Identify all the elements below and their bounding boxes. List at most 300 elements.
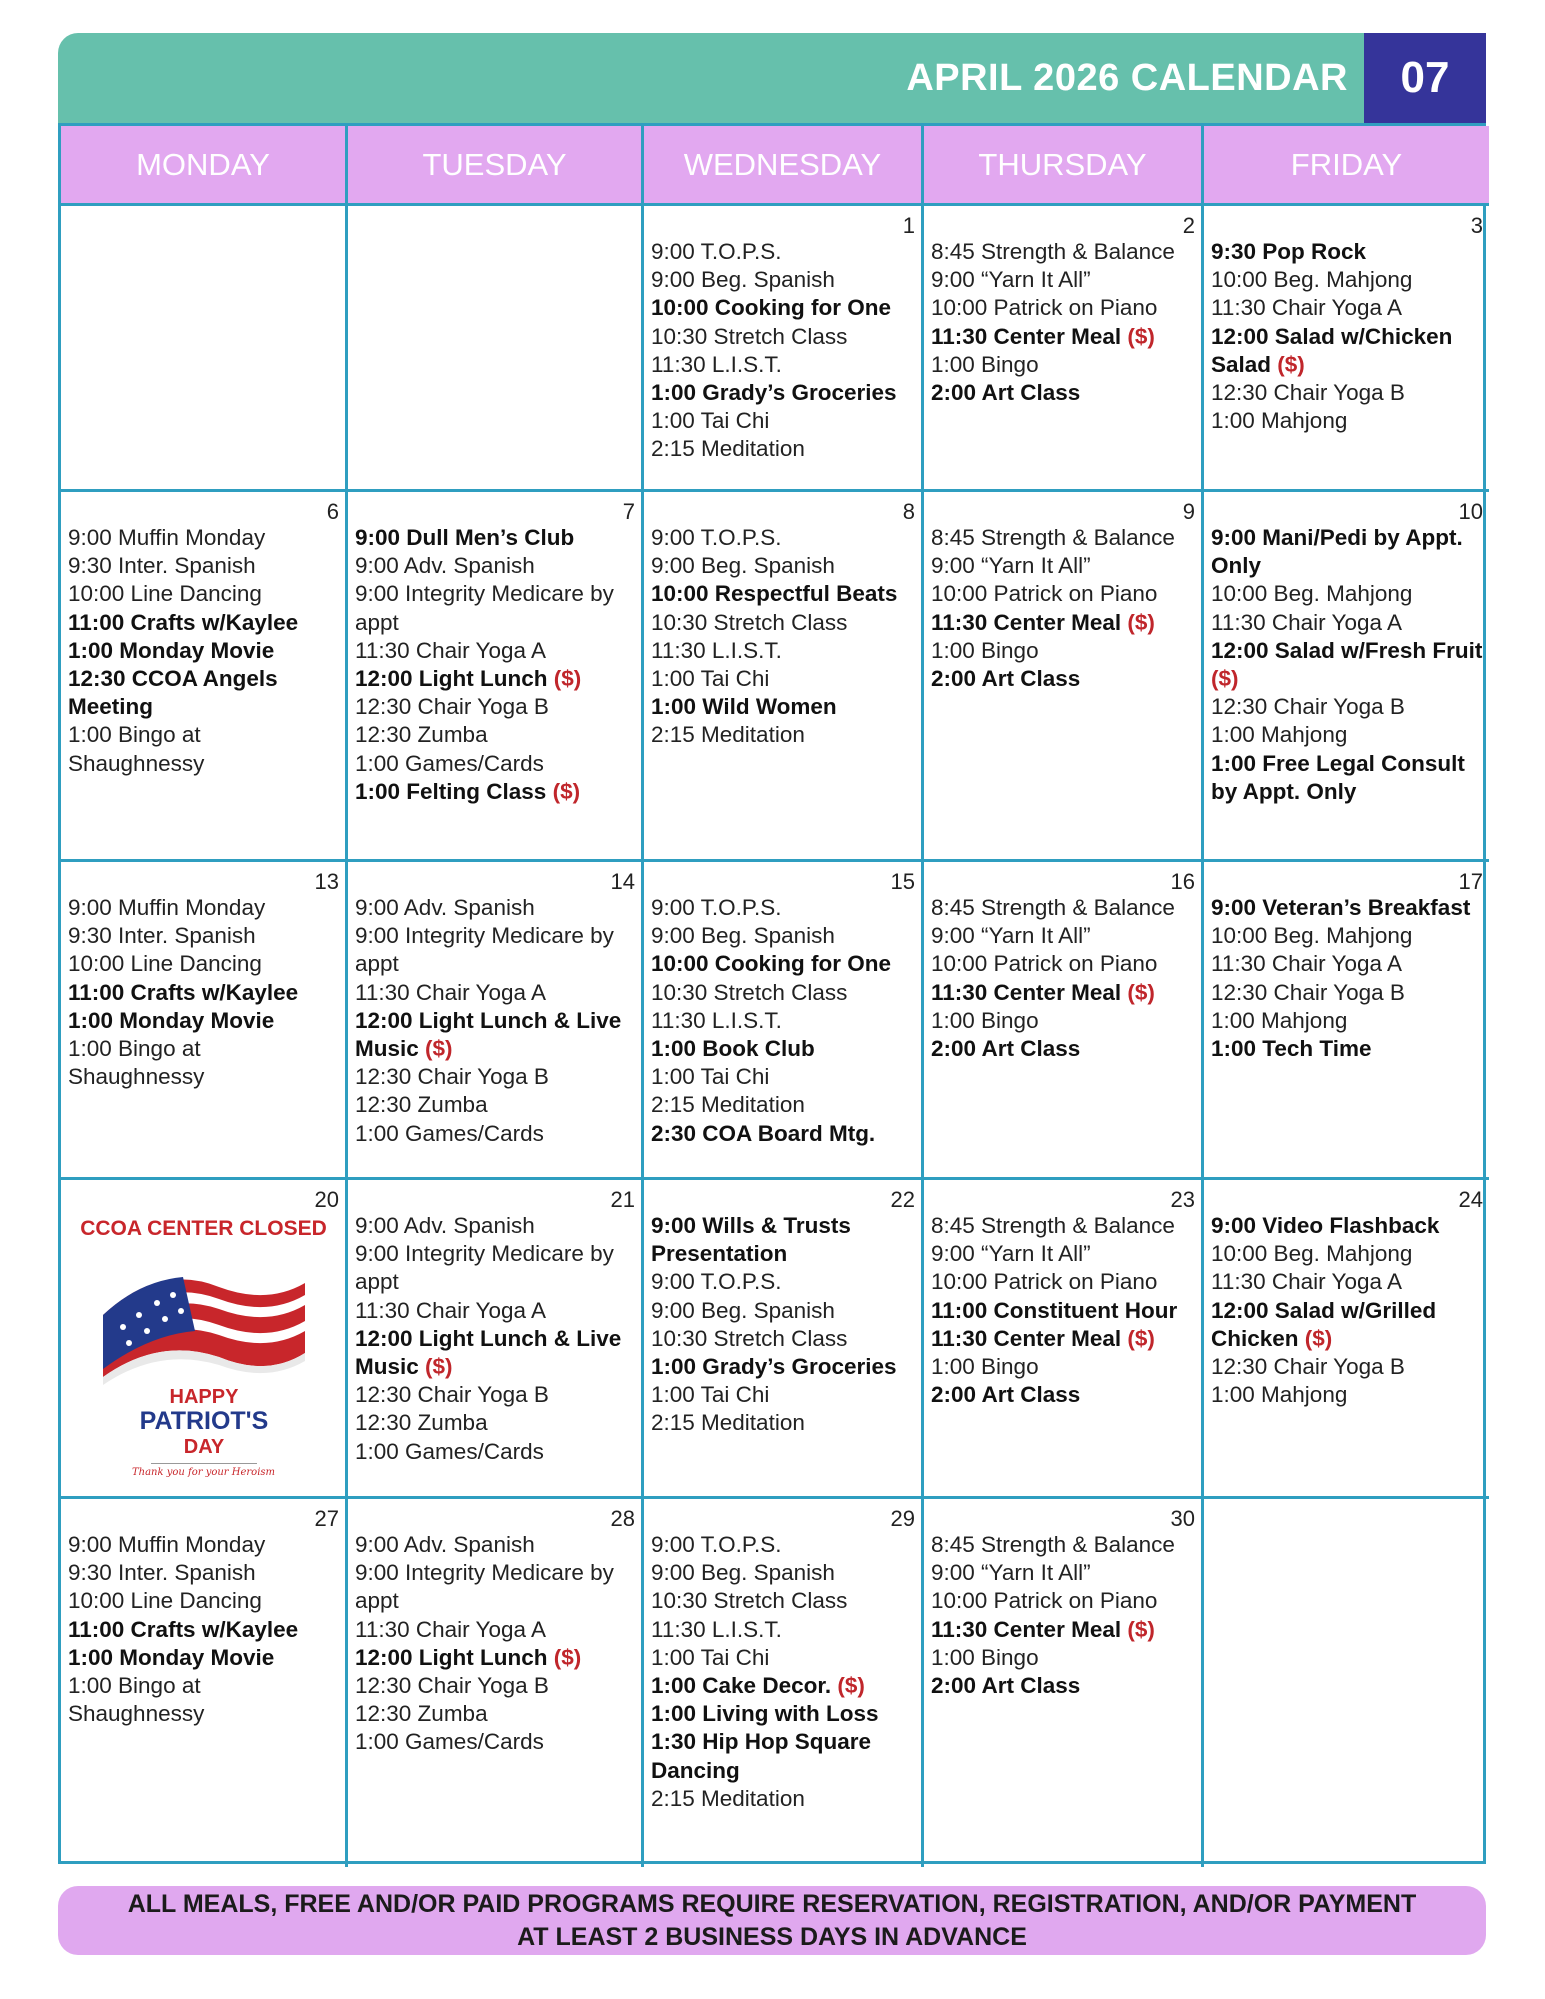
event-item [651, 609, 915, 637]
event-text: 1:00 Monday Movie [68, 1644, 275, 1670]
day-number: 2 [1182, 213, 1195, 238]
event-item [68, 524, 339, 552]
event-item [651, 379, 915, 407]
event-item [1211, 750, 1483, 806]
event-item [651, 1035, 915, 1063]
event-item [355, 1672, 635, 1700]
event-text: 9:00 T.O.P.S. [651, 239, 782, 264]
calendar-header [58, 33, 1486, 123]
event-text: 11:30 Chair Yoga A [355, 979, 546, 1005]
event-item [651, 950, 915, 978]
event-text: 9:30 Inter. Spanish [68, 553, 256, 579]
event-item [355, 1063, 635, 1091]
patriots-day-graphic [68, 1257, 339, 1478]
event-text: 10:00 Line Dancing [68, 951, 262, 977]
event-text: 12:30 Zumba [355, 1701, 488, 1727]
day-number: 10 [1458, 499, 1483, 524]
event-item [931, 238, 1195, 266]
day-number: 14 [610, 869, 635, 894]
event-text: 9:00 Wills & Trusts Presentation [651, 1213, 851, 1267]
event-text: 12:30 Chair Yoga B [355, 1382, 549, 1408]
event-text: 9:00 Beg. Spanish [651, 553, 835, 579]
event-item [1211, 950, 1483, 978]
day-number: 30 [1170, 1506, 1195, 1531]
footer-line-1: ALL MEALS, FREE AND/OR PAID PROGRAMS REQUIRE RESERVATION, REGISTRATION, AND/OR PAYMENT [127, 1889, 1417, 1918]
event-item [651, 435, 915, 463]
event-item [651, 580, 915, 608]
event-item [68, 922, 339, 950]
event-text: 12:00 Light Lunch & Live Music [355, 1325, 622, 1380]
event-item [651, 894, 915, 922]
day-cell-28 [348, 1499, 644, 1867]
event-item [931, 1587, 1195, 1615]
event-text: 1:00 Wild Women [651, 694, 837, 720]
event-item [68, 894, 339, 922]
event-item [651, 1728, 915, 1784]
event-item [931, 922, 1195, 950]
event-item [931, 1212, 1195, 1240]
event-item [651, 1353, 915, 1381]
event-text: 9:00 Adv. Spanish [355, 1532, 535, 1557]
event-item [68, 637, 339, 665]
event-item [1211, 609, 1483, 637]
event-item [68, 1672, 339, 1728]
event-item [355, 1700, 635, 1728]
event-text: 2:00 Art Class [931, 1036, 1081, 1062]
event-text: 9:30 Inter. Spanish [68, 1560, 256, 1586]
event-item [355, 1212, 635, 1240]
day-cell-30 [924, 1499, 1204, 1867]
day-header-monday: MONDAY [61, 126, 348, 206]
event-item [931, 351, 1195, 379]
event-text: 2:00 Art Class [931, 1382, 1081, 1408]
cost-badge: ($) [1211, 666, 1239, 692]
event-text: 11:30 Center Meal [931, 323, 1122, 349]
event-item [355, 552, 635, 580]
cost-badge: ($) [1127, 1616, 1155, 1642]
event-text: 1:00 Tai Chi [651, 666, 770, 692]
event-item [355, 665, 635, 693]
cost-badge: ($) [553, 1644, 582, 1670]
event-item [1211, 294, 1483, 322]
event-item [355, 979, 635, 1007]
event-text: 12:30 Zumba [355, 1092, 488, 1118]
event-text: 12:00 Salad w/Chicken Salad [1211, 323, 1453, 377]
event-text: 1:00 Living with Loss [651, 1701, 879, 1727]
event-item [1211, 238, 1483, 266]
event-text: 9:00 Adv. Spanish [355, 1213, 535, 1238]
event-text: 2:15 Meditation [651, 1785, 805, 1811]
event-text: 9:00 T.O.P.S. [651, 525, 782, 550]
cost-badge: ($) [1127, 979, 1155, 1005]
day-number: 17 [1458, 869, 1483, 894]
event-text: 9:00 Dull Men’s Club [355, 525, 575, 550]
event-text: 9:00 T.O.P.S. [651, 895, 782, 920]
day-cell-16 [924, 862, 1204, 1180]
event-text: 2:00 Art Class [931, 666, 1081, 692]
event-item [931, 1531, 1195, 1559]
event-item [651, 1297, 915, 1325]
event-text: 8:45 Strength & Balance [931, 895, 1175, 920]
event-text: 11:30 L.I.S.T. [651, 637, 782, 663]
event-item [651, 294, 915, 322]
event-text: 12:00 Salad w/Fresh Fruit [1211, 637, 1483, 663]
event-item [68, 665, 339, 721]
calendar-grid [58, 123, 1486, 1864]
event-item [931, 1353, 1195, 1381]
cost-badge: ($) [1127, 323, 1155, 349]
event-item [651, 979, 915, 1007]
event-item [355, 1007, 635, 1063]
event-item [931, 266, 1195, 294]
day-cell-29 [644, 1499, 924, 1867]
event-text: 9:00 “Yarn It All” [931, 1241, 1091, 1267]
event-item [931, 1559, 1195, 1587]
day-cell-1 [644, 206, 924, 492]
day-number: 7 [622, 499, 635, 524]
empty-day-cell [1204, 1499, 1489, 1867]
page-number-badge: 07 [1364, 33, 1486, 123]
event-item [355, 1559, 635, 1615]
day-number: 20 [314, 1187, 339, 1212]
event-item [931, 637, 1195, 665]
event-text: 9:00 T.O.P.S. [651, 1532, 782, 1557]
event-item [651, 1587, 915, 1615]
event-text: 11:00 Crafts w/Kaylee [68, 979, 299, 1005]
event-item [931, 894, 1195, 922]
event-item [931, 609, 1195, 637]
event-item [355, 1644, 635, 1672]
event-text: 1:00 Bingo at Shaughnessy [68, 722, 205, 776]
event-text: 1:30 Hip Hop Square Dancing [651, 1729, 872, 1783]
day-cell-21 [348, 1180, 644, 1499]
event-item [651, 1212, 915, 1268]
event-text: 2:30 COA Board Mtg. [651, 1120, 876, 1146]
day-cell-22 [644, 1180, 924, 1499]
event-text: 1:00 Grady’s Groceries [651, 1354, 897, 1380]
event-text: 2:00 Art Class [931, 380, 1081, 406]
event-item [355, 637, 635, 665]
event-text: 9:00 Beg. Spanish [651, 267, 835, 293]
patriot-line-2: PATRIOT'S [139, 1407, 268, 1435]
cost-badge: ($) [1127, 609, 1155, 635]
event-text: 9:00 Mani/Pedi by Appt. Only [1211, 525, 1463, 579]
patriot-tagline: Thank you for your Heroism [131, 1467, 276, 1478]
cost-badge: ($) [1127, 1325, 1155, 1351]
event-text: 11:00 Crafts w/Kaylee [68, 609, 299, 635]
event-item [68, 1531, 339, 1559]
event-item [931, 1268, 1195, 1296]
event-text: 12:00 Salad w/Grilled Chicken [1211, 1297, 1437, 1351]
event-item [68, 1007, 339, 1035]
event-text: 12:30 Chair Yoga B [355, 1673, 549, 1699]
event-item [355, 1728, 635, 1756]
event-item [355, 1409, 635, 1437]
event-text: 1:00 Bingo [931, 1644, 1039, 1670]
calendar-title: APRIL 2026 CALENDAR [906, 57, 1348, 99]
day-cell-8 [644, 492, 924, 862]
event-text: 11:00 Crafts w/Kaylee [68, 1616, 299, 1642]
event-text: 10:00 Cooking for One [651, 951, 892, 977]
event-text: 1:00 Games/Cards [355, 1120, 544, 1146]
event-text: 1:00 Bingo at Shaughnessy [68, 1036, 205, 1090]
event-text: 10:30 Stretch Class [651, 979, 848, 1005]
event-item [355, 1091, 635, 1119]
event-text: 12:30 Zumba [355, 1410, 488, 1436]
day-cell-20 [61, 1180, 348, 1499]
event-text: 10:00 Patrick on Piano [931, 295, 1158, 321]
event-text: 1:00 Tai Chi [651, 1644, 770, 1670]
event-text: 12:30 Zumba [355, 722, 488, 748]
event-text: 12:30 Chair Yoga B [1211, 694, 1405, 720]
event-text: 10:00 Patrick on Piano [931, 1269, 1158, 1295]
event-item [651, 1785, 915, 1813]
event-text: 10:30 Stretch Class [651, 1325, 848, 1351]
event-item [931, 524, 1195, 552]
event-text: 11:30 Chair Yoga A [1211, 1269, 1402, 1295]
event-text: 9:00 Veteran’s Breakfast [1211, 895, 1471, 920]
day-number: 21 [610, 1187, 635, 1212]
event-text: 11:30 L.I.S.T. [651, 351, 782, 377]
event-text: 2:15 Meditation [651, 722, 805, 748]
event-item [355, 1297, 635, 1325]
event-text: 1:00 Tai Chi [651, 1382, 770, 1408]
event-text: 1:00 Games/Cards [355, 750, 544, 776]
event-item [68, 1587, 339, 1615]
event-item [651, 922, 915, 950]
day-number: 16 [1170, 869, 1195, 894]
event-text: 9:00 T.O.P.S. [651, 1269, 782, 1295]
cost-badge: ($) [425, 1354, 453, 1380]
event-item [931, 379, 1195, 407]
event-item [1211, 1268, 1483, 1296]
event-item [651, 1409, 915, 1437]
event-text: 10:00 Patrick on Piano [931, 1588, 1158, 1614]
event-item [651, 1007, 915, 1035]
event-item [651, 721, 915, 749]
day-number: 6 [326, 499, 339, 524]
event-text: 12:00 Light Lunch [355, 666, 548, 692]
event-item [651, 1091, 915, 1119]
event-text: 11:00 Constituent Hour [931, 1297, 1178, 1323]
event-item [651, 351, 915, 379]
day-cell-17 [1204, 862, 1489, 1180]
event-item [651, 552, 915, 580]
event-text: 12:00 Light Lunch [355, 1644, 548, 1670]
event-item [68, 1559, 339, 1587]
cost-badge: ($) [553, 666, 582, 692]
event-text: 11:30 Center Meal [931, 1325, 1122, 1351]
footer-notice [58, 1886, 1486, 1955]
event-text: 1:00 Bingo [931, 1007, 1039, 1033]
event-item [931, 1297, 1195, 1325]
cost-badge: ($) [1304, 1325, 1333, 1351]
event-item [1211, 637, 1483, 693]
event-item [931, 979, 1195, 1007]
patriot-line-1: HAPPY [169, 1386, 238, 1408]
day-number: 1 [902, 213, 915, 238]
event-text: 1:00 Bingo [931, 1354, 1039, 1380]
event-text: 10:00 Beg. Mahjong [1211, 267, 1413, 293]
day-cell-3 [1204, 206, 1489, 492]
center-closed-notice: CCOA CENTER CLOSED [80, 1217, 327, 1240]
day-number: 13 [314, 869, 339, 894]
event-text: 12:30 CCOA Angels Meeting [68, 666, 278, 720]
event-item [931, 950, 1195, 978]
event-text: 1:00 Tai Chi [651, 1064, 770, 1090]
event-text: 8:45 Strength & Balance [931, 525, 1175, 550]
event-item [651, 1381, 915, 1409]
event-item [355, 750, 635, 778]
day-number: 23 [1170, 1187, 1195, 1212]
day-number: 3 [1470, 213, 1483, 238]
day-cell-24 [1204, 1180, 1489, 1499]
event-text: 1:00 Free Legal Consult by Appt. Only [1211, 750, 1465, 804]
empty-day-cell [348, 206, 644, 492]
day-number: 9 [1182, 499, 1195, 524]
event-item [651, 1700, 915, 1728]
day-cell-2 [924, 206, 1204, 492]
day-number: 15 [890, 869, 915, 894]
event-item [355, 580, 635, 636]
event-item [931, 323, 1195, 351]
day-header-wednesday: WEDNESDAY [644, 126, 924, 206]
event-item [651, 637, 915, 665]
event-item [1211, 1381, 1483, 1409]
event-item [355, 1531, 635, 1559]
event-text: 11:30 Chair Yoga A [355, 1297, 546, 1323]
event-text: 1:00 Bingo [931, 637, 1039, 663]
event-text: 9:00 Integrity Medicare by appt [355, 581, 614, 635]
event-text: 9:00 Muffin Monday [68, 895, 266, 920]
day-cell-14 [348, 862, 644, 1180]
event-item [931, 1035, 1195, 1063]
event-text: 1:00 Grady’s Groceries [651, 380, 897, 406]
event-text: 8:45 Strength & Balance [931, 1213, 1175, 1238]
event-text: 12:30 Chair Yoga B [1211, 979, 1405, 1005]
event-text: 10:00 Beg. Mahjong [1211, 1241, 1413, 1267]
event-text: 1:00 Tai Chi [651, 408, 770, 434]
event-text: 11:30 Center Meal [931, 979, 1122, 1005]
event-item [931, 665, 1195, 693]
event-item [931, 1325, 1195, 1353]
event-text: 12:30 Chair Yoga B [1211, 380, 1405, 406]
event-item [68, 552, 339, 580]
event-item [651, 238, 915, 266]
event-item [931, 1007, 1195, 1035]
event-item [355, 1381, 635, 1409]
cost-badge: ($) [837, 1673, 865, 1699]
event-text: 2:00 Art Class [931, 1673, 1081, 1699]
event-text: 11:30 Chair Yoga A [355, 637, 546, 663]
event-text: 1:00 Games/Cards [355, 1729, 544, 1755]
event-text: 9:00 “Yarn It All” [931, 267, 1091, 293]
event-item [931, 294, 1195, 322]
event-item [931, 1240, 1195, 1268]
event-text: 11:30 Chair Yoga A [1211, 295, 1402, 321]
cost-badge: ($) [1277, 351, 1305, 377]
event-text: 8:45 Strength & Balance [931, 1532, 1175, 1557]
event-item [355, 1438, 635, 1466]
cost-badge: ($) [552, 778, 581, 804]
event-text: 11:30 L.I.S.T. [651, 1616, 782, 1642]
event-text: 9:00 Beg. Spanish [651, 1560, 835, 1586]
event-item [651, 1644, 915, 1672]
event-text: 9:30 Inter. Spanish [68, 923, 256, 949]
event-item [931, 552, 1195, 580]
event-text: 1:00 Bingo [931, 351, 1039, 377]
event-text: 10:30 Stretch Class [651, 323, 848, 349]
day-header-thursday: THURSDAY [924, 126, 1204, 206]
patriot-line-3: DAY [183, 1436, 224, 1458]
event-item [931, 580, 1195, 608]
event-text: 11:30 L.I.S.T. [651, 1007, 782, 1033]
event-item [355, 1616, 635, 1644]
event-item [931, 1672, 1195, 1700]
event-text: 10:00 Beg. Mahjong [1211, 923, 1413, 949]
day-cell-10 [1204, 492, 1489, 862]
event-item [931, 1381, 1195, 1409]
event-item [651, 1672, 915, 1700]
event-item [355, 922, 635, 978]
event-text: 11:30 Chair Yoga A [1211, 609, 1402, 635]
event-text: 9:00 “Yarn It All” [931, 553, 1091, 579]
empty-day-cell [61, 206, 348, 492]
event-text: 1:00 Monday Movie [68, 1007, 275, 1033]
event-text: 9:00 Integrity Medicare by appt [355, 1241, 614, 1295]
event-text: 1:00 Games/Cards [355, 1438, 544, 1464]
event-text: 10:30 Stretch Class [651, 609, 848, 635]
event-item [1211, 323, 1483, 379]
day-number: 27 [314, 1506, 339, 1531]
event-item [1211, 266, 1483, 294]
event-item [1211, 1212, 1483, 1240]
event-text: 11:30 Center Meal [931, 1616, 1122, 1642]
event-text: 9:00 “Yarn It All” [931, 923, 1091, 949]
event-text: 11:30 Chair Yoga A [1211, 951, 1402, 977]
event-text: 10:00 Patrick on Piano [931, 951, 1158, 977]
event-item [1211, 407, 1483, 435]
event-item [68, 580, 339, 608]
day-number: 22 [890, 1187, 915, 1212]
day-cell-7 [348, 492, 644, 862]
event-item [651, 524, 915, 552]
event-text: 12:30 Chair Yoga B [355, 1064, 549, 1090]
event-item [1211, 979, 1483, 1007]
event-text: 9:00 Integrity Medicare by appt [355, 1560, 614, 1614]
event-item [355, 721, 635, 749]
event-text: 10:00 Line Dancing [68, 1588, 262, 1614]
event-text: 1:00 Book Club [651, 1036, 815, 1062]
cost-badge: ($) [425, 1036, 453, 1062]
event-text: 9:00 Integrity Medicare by appt [355, 923, 614, 977]
event-text: 8:45 Strength & Balance [931, 239, 1175, 264]
event-text: 11:30 Center Meal [931, 609, 1122, 635]
event-item [1211, 379, 1483, 407]
american-flag-image [99, 1257, 309, 1463]
event-item [1211, 524, 1483, 580]
event-text: 9:00 Adv. Spanish [355, 553, 535, 579]
event-item [651, 693, 915, 721]
event-text: 10:30 Stretch Class [651, 1588, 848, 1614]
event-text: 1:00 Tech Time [1211, 1036, 1372, 1062]
day-header-tuesday: TUESDAY [348, 126, 644, 206]
event-item [1211, 894, 1483, 922]
event-item [68, 609, 339, 637]
event-item [931, 1644, 1195, 1672]
event-item [1211, 693, 1483, 721]
event-text: 9:00 Adv. Spanish [355, 895, 535, 920]
